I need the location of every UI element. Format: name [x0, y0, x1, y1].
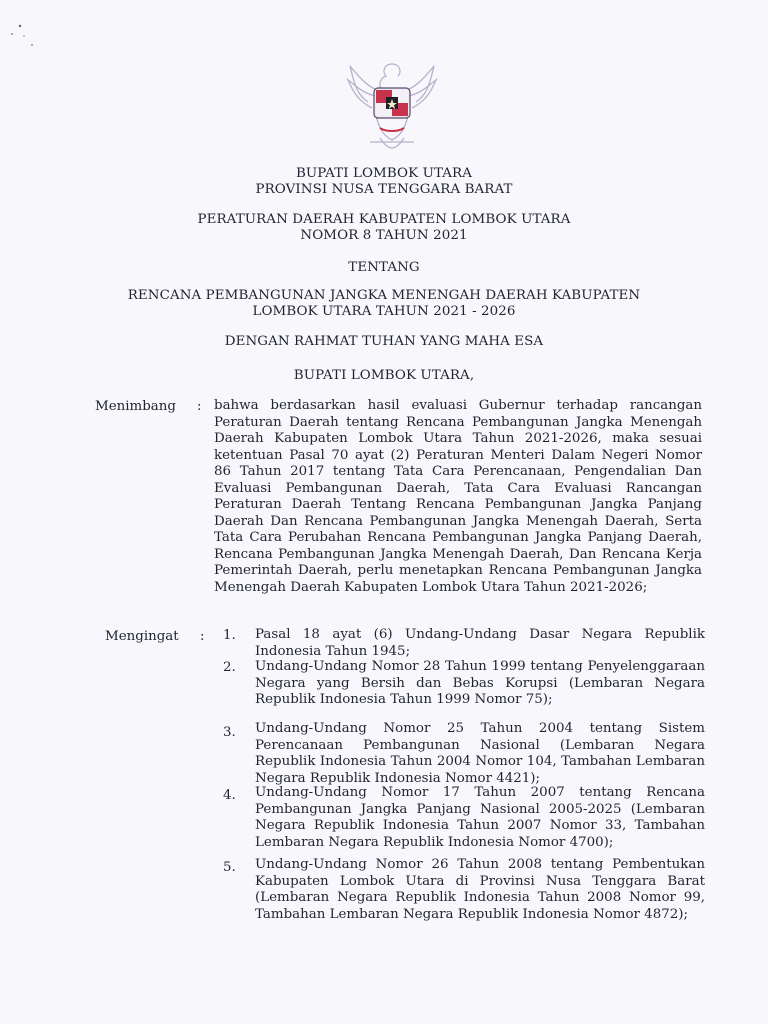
header-line-number: NOMOR 8 TAHUN 2021 [300, 227, 468, 243]
header-line-province: PROVINSI NUSA TENGGARA BARAT [255, 181, 513, 197]
header-subject [0, 288, 768, 319]
header-line-subject-1: RENCANA PEMBANGUNAN JANGKA MENENGAH DAERAH KABUPATEN [127, 288, 641, 303]
mengingat-item-text: Undang-Undang Nomor 17 Tahun 2007 tentang Rencana Pembangunan Jangka Panjang Nasional 2005-2025 (Lembaran Negara Republik Indonesia Tahun 2007 Nomor 33, Tambahan Lembaran Negara Republik Indonesia Nomor 4700); [255, 785, 705, 850]
header-regulation-title [0, 212, 768, 243]
mengingat-item-text: Undang-Undang Nomor 25 Tahun 2004 tentang Sistem Perencanaan Pembangunan Nasional (Lembaran Negara Republik Indonesia Tahun 2004 Nomor 104, Tambahan Lembaran Negara Republik Indonesia Nomor 4421); [255, 721, 705, 786]
header-line-subject-2: LOMBOK UTARA TAHUN 2021 - 2026 [252, 303, 516, 319]
mengingat-item-text: Undang-Undang Nomor 26 Tahun 2008 tentang Pembentukan Kabupaten Lombok Utara di Provinsi Nusa Tenggara Barat (Lembaran Negara Republik Indonesia Tahun 2008 Nomor 99, Tambahan Lembaran Negara Republik Indonesia Nomor 4872); [255, 857, 705, 922]
header-line-about: TENTANG [348, 260, 420, 275]
mengingat-item-text: Undang-Undang Nomor 28 Tahun 1999 tentang Penyelenggaraan Negara yang Bersih dan Bebas Korupsi (Lembaran Negara Republik Indonesia Tahun 1999 Nomor 75); [255, 659, 705, 707]
mengingat-colon: : [200, 629, 205, 644]
mengingat-label: Mengingat [105, 629, 179, 644]
mengingat-item-number: 3. [223, 725, 236, 740]
garuda-emblem-icon [340, 58, 444, 154]
mengingat-item-number: 4. [223, 788, 236, 803]
menimbang-colon: : [197, 399, 202, 414]
header-line-blessing: DENGAN RAHMAT TUHAN YANG MAHA ESA [224, 334, 544, 349]
header-line-regulation: PERATURAN DAERAH KABUPATEN LOMBOK UTARA [197, 212, 571, 227]
header-regent-title [0, 166, 768, 197]
menimbang-label: Menimbang [95, 399, 176, 414]
mengingat-item-number: 1. [223, 628, 236, 643]
scan-speck-mark [8, 20, 42, 50]
header-line-regent-decree: BUPATI LOMBOK UTARA, [293, 368, 475, 383]
header-line-regent: BUPATI LOMBOK UTARA [295, 166, 473, 181]
mengingat-item-number: 2. [223, 660, 236, 675]
mengingat-item-number: 5. [223, 860, 236, 875]
menimbang-text: bahwa berdasarkan hasil evaluasi Gubernur terhadap rancangan Peraturan Daerah tentang Rencana Pembangunan Jangka Menengah Daerah Kabupaten Lombok Utara Tahun 2021-2026, maka sesuai ketentuan Pasal 70 ayat (2) Peraturan Menteri Dalam Negeri Nomor 86 Tahun 2017 tentang Tata Cara Perencanaan, Pengendalian Dan Evaluasi Pembangunan Daerah, Tata Cara Evaluasi Rancangan Peraturan Daerah Tentang Rencana Pembangunan Jangka Panjang Daerah Dan Rencana Pembangunan Jangka Menengah Daerah, Serta Tata Cara Perubahan Rencana Pembangunan Jangka Panjang Daerah, Rencana Pembangunan Jangka Menengah Daerah, Dan Rencana Kerja Pemerintah Daerah, perlu menetapkan Rencana Pembangunan Jangka Menengah Daerah Kabupaten Lombok Utara Tahun 2021-2026; [214, 398, 702, 595]
mengingat-item-text: Pasal 18 ayat (6) Undang-Undang Dasar Negara Republik Indonesia Tahun 1945; [255, 627, 705, 659]
